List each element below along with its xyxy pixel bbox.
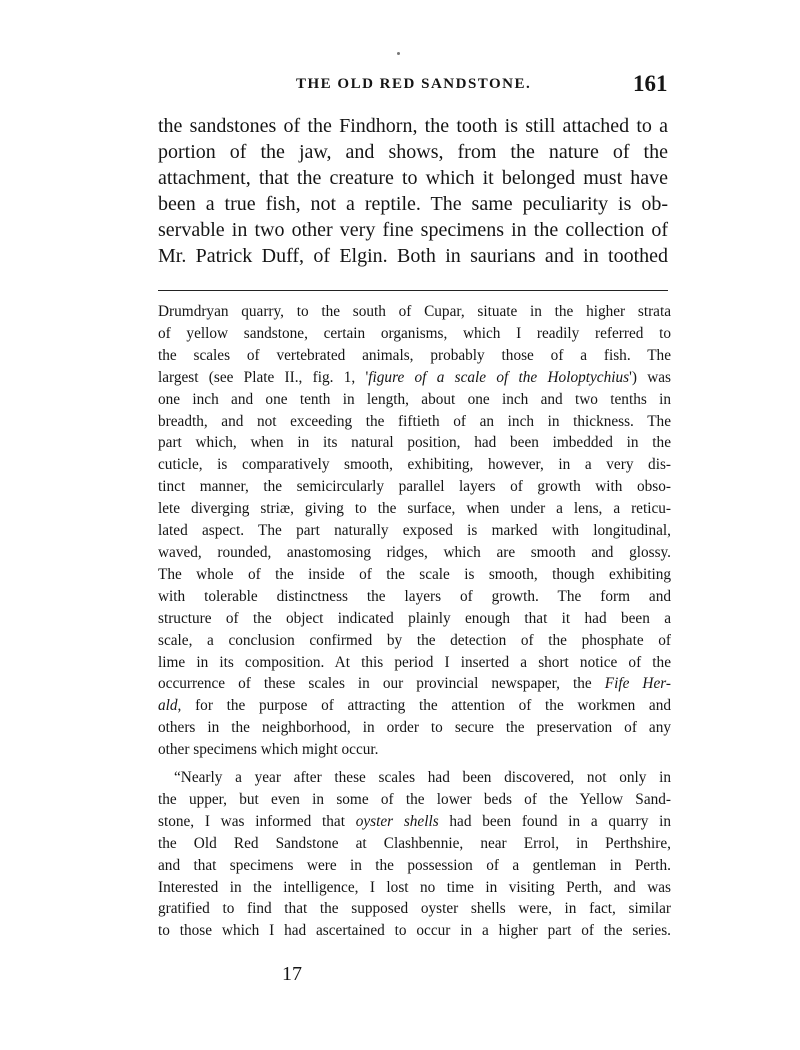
footnote-line: cuticle, is comparatively smooth, exhibiting, however, in a very dis- <box>158 456 671 474</box>
footnote-line: the upper, but even in some of the lower beds of the Yellow Sand- <box>158 790 671 808</box>
footnote-line: one inch and one tenth in length, about one inch and two tenths in <box>158 390 671 408</box>
footnote-text: ') was <box>629 368 671 386</box>
footnote-line: and that specimens were in the possession of a gentleman in Perth. <box>158 856 671 874</box>
footnote-line: tinct manner, the semicircularly parallel layers of growth with obso- <box>158 478 671 496</box>
footnote-line <box>158 673 671 695</box>
footnote-line: of yellow sandstone, certain organisms, which I readily referred to <box>158 324 671 342</box>
footnote-line: with tolerable distinctness the layers of growth. The form and <box>158 587 671 605</box>
footnote-line: scale, a conclusion confirmed by the detection of the phosphate of <box>158 631 671 649</box>
footnote-text: stone, I was informed that <box>158 812 356 830</box>
body-line: portion of the jaw, and shows, from the nature of the <box>158 141 668 163</box>
footnote-line: structure of the object indicated plainly enough that it had been a <box>158 609 671 627</box>
emphasis-text: oyster shells <box>355 812 439 830</box>
footnote-text: occurrence of these scales in our provincial newspaper, the <box>158 675 605 693</box>
footnote-line: lated aspect. The part naturally exposed is marked with longitudinal, <box>158 522 671 540</box>
footnote-text: largest (see Plate II., fig. 1, ' <box>158 368 369 386</box>
body-text <box>158 113 668 269</box>
footnote-text: for the purpose of attracting the attention of the workmen and <box>181 697 671 715</box>
running-title: THE OLD RED SANDSTONE. <box>296 76 532 92</box>
footnote-line: the Old Red Sandstone at Clashbennie, near Errol, in Perthshire, <box>158 834 671 852</box>
body-line: attachment, that the creature to which it belonged must have <box>158 167 668 189</box>
footnote-line: to those which I had ascertained to occur in a higher part of the series. <box>158 922 671 940</box>
footnote-line: breadth, and not exceeding the fiftieth of an inch in thickness. The <box>158 412 671 430</box>
body-line: been a true fish, not a reptile. The same peculiarity is ob- <box>158 193 668 215</box>
newspaper-title: Fife Her- <box>604 675 671 693</box>
footnote-line: other specimens which might occur. <box>158 741 379 759</box>
footnote-line <box>158 695 671 717</box>
signature-mark: 17 <box>282 963 302 985</box>
footnote-line <box>158 367 671 389</box>
footnote-divider <box>158 290 668 291</box>
body-line: servable in two other very fine specimens in the collection of <box>158 219 668 241</box>
footnote-line: gratified to find that the supposed oyster shells were, in fact, similar <box>158 900 671 918</box>
footnote-line <box>158 811 671 833</box>
footnote-line: part which, when in its natural position, had been imbedded in the <box>158 434 671 452</box>
footnote-line: Drumdryan quarry, to the south of Cupar, situate in the higher strata <box>158 303 671 320</box>
footnote-line: others in the neighborhood, in order to secure the preservation of any <box>158 719 671 737</box>
body-line: the sandstones of the Findhorn, the tooth is still attached to a <box>158 115 668 137</box>
footnote-line: The whole of the inside of the scale is smooth, though exhibiting <box>158 565 671 583</box>
body-line: Mr. Patrick Duff, of Elgin. Both in saurians and in toothed <box>158 245 668 267</box>
page-dot-mark <box>397 52 400 55</box>
footnote-line: the scales of vertebrated animals, probably those of a fish. The <box>158 346 671 364</box>
footnote-text: had been found in a quarry in <box>438 812 671 830</box>
newspaper-title: ald, <box>158 697 182 715</box>
footnote-line: Interested in the intelligence, I lost no time in visiting Perth, and was <box>158 878 671 896</box>
footnote <box>158 301 671 942</box>
footnote-line: lime in its composition. At this period I inserted a short notice of the <box>158 653 671 671</box>
footnote-line: lete diverging striæ, giving to the surface, when under a lens, a reticu- <box>158 500 671 518</box>
figure-caption-reference: figure of a scale of the Holoptychius <box>368 368 630 386</box>
footnote-line: waved, rounded, anastomosing ridges, which are smooth and glossy. <box>158 543 671 561</box>
page-number: 161 <box>633 71 668 96</box>
footnote-line: “Nearly a year after these scales had been discovered, not only in <box>174 769 671 787</box>
